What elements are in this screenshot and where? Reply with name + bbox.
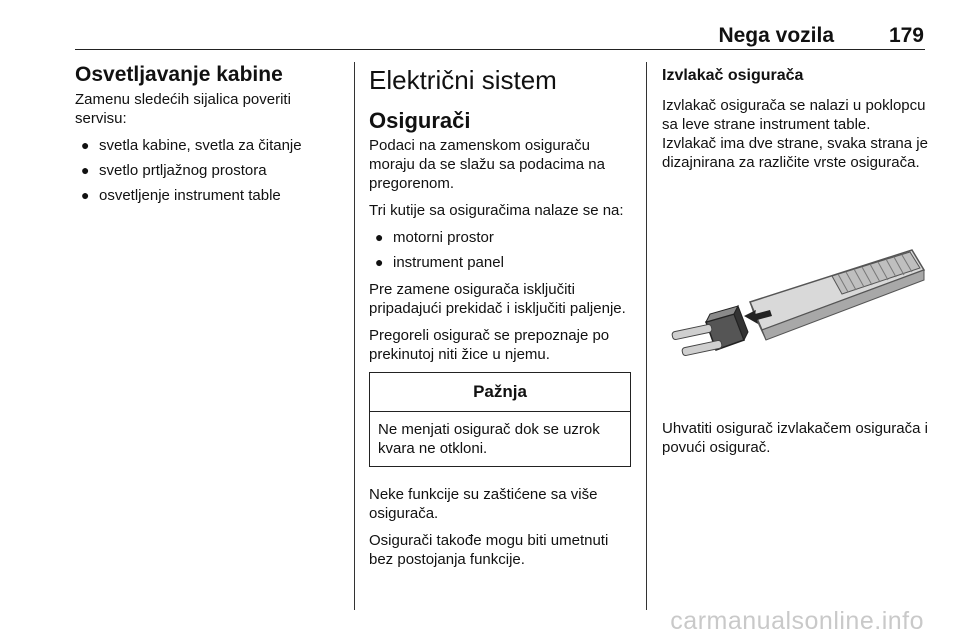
paragraph: Tri kutije sa osiguračima nalaze se na: — [369, 202, 624, 219]
chapter-heading: Električni sistem — [369, 65, 557, 95]
paragraph: Zamenu sledećih sijalica poveriti servisu: — [75, 91, 291, 127]
right-column — [662, 62, 928, 465]
subsection-heading: Izvlakač osigurača — [662, 67, 804, 84]
paragraph: Neke funkcije su zaštićene sa više osigurača. — [369, 486, 598, 522]
bullet-icon: ● — [81, 187, 90, 203]
list-item-text: svetlo prtljažnog prostora — [99, 162, 267, 179]
bullet-icon: ● — [375, 229, 384, 245]
paragraph: Osigurači takođe mogu biti umetnuti bez postojanja funkcije. — [369, 532, 609, 568]
fuse-puller-icon — [750, 250, 924, 340]
bullet-icon: ● — [81, 137, 90, 153]
bullet-list — [369, 228, 631, 272]
paragraph: Pre zamene osigurača isključiti pripadajući prekidač i isključiti paljenje. — [369, 281, 626, 317]
middle-column — [369, 62, 631, 577]
paragraph: Pregoreli osigurač se prepoznaje po prekinutoj niti žice u njemu. — [369, 327, 610, 363]
column-divider — [646, 62, 647, 610]
fuse-icon — [672, 306, 748, 356]
bullet-icon: ● — [375, 254, 384, 270]
caution-box — [369, 372, 631, 467]
figure-caption: Uhvatiti osigurač izvlakačem osigurača i povući osigurač. — [662, 420, 928, 456]
list-item-text: instrument panel — [393, 254, 504, 271]
watermark: carmanualsonline.info — [670, 607, 924, 635]
list-item-text: osvetljenje instrument table — [99, 187, 281, 204]
list-item — [75, 136, 333, 155]
paragraph: Podaci na zamenskom osiguraču moraju da se slažu sa podacima na pregorenom. — [369, 137, 605, 192]
bullet-icon: ● — [81, 162, 90, 178]
list-item-text: motorni prostor — [393, 229, 494, 246]
list-item — [369, 228, 631, 247]
left-column — [75, 62, 333, 213]
section-heading: Osigurači — [369, 108, 471, 133]
section-heading: Osvetljavanje kabine — [75, 63, 283, 86]
list-item — [369, 253, 631, 272]
running-header-title: Nega vozila — [718, 24, 834, 47]
caution-text: Ne menjati osigurač dok se uzrok kvara ne otkloni. — [378, 421, 600, 457]
fuse-puller-illustration — [662, 210, 928, 400]
list-item — [75, 161, 333, 180]
caution-title: Pažnja — [370, 373, 630, 412]
paragraph: Izvlakač osigurača se nalazi u poklopcu sa leve strane instrument table. Izvlakač ima dve strane, svaka strana je dizajnirana za različite vrste osigurača. — [662, 97, 928, 171]
bullet-list — [75, 136, 333, 205]
column-divider — [354, 62, 355, 610]
page-number: 179 — [888, 24, 924, 47]
list-item-text: svetla kabine, svetla za čitanje — [99, 137, 302, 154]
header-rule — [75, 49, 925, 50]
list-item — [75, 186, 333, 205]
